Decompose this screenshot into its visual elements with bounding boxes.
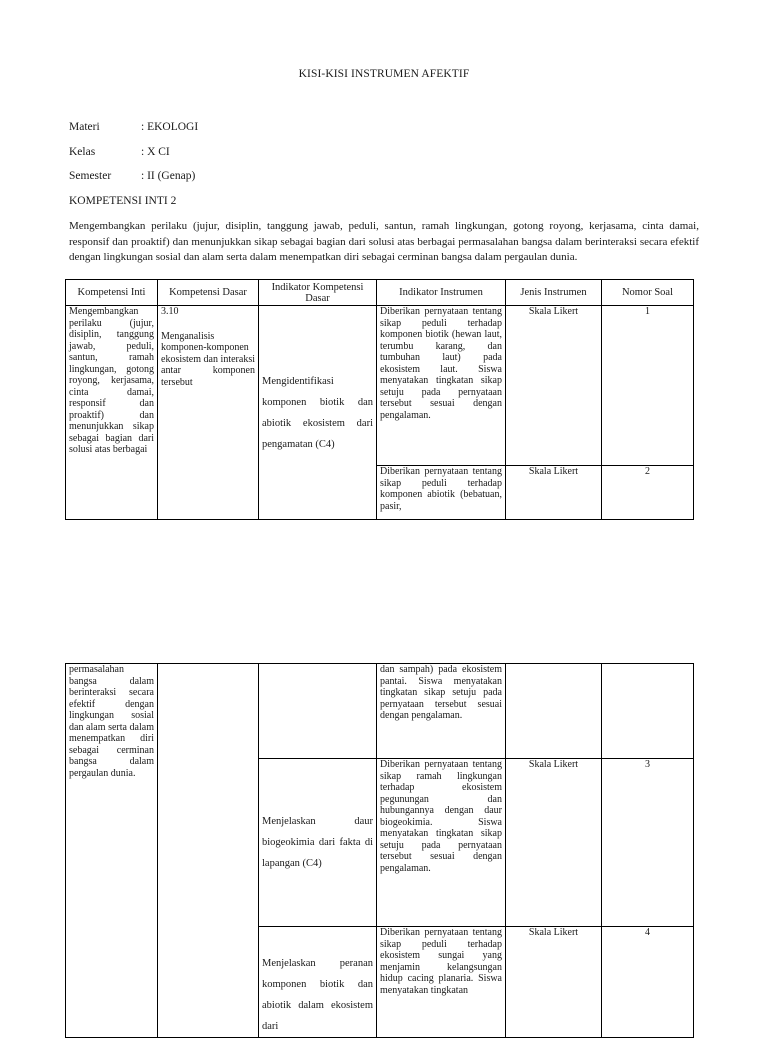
header-jenis-instrumen: Jenis Instrumen <box>506 280 602 306</box>
materi-label: Materi <box>69 121 100 133</box>
ikd-cell-2: Menjelaskan daur biogeokimia dari fakta di lapangan (C4) <box>259 759 377 927</box>
page-title: KISI-KISI INSTRUMEN AFEKTIF <box>298 68 470 80</box>
kelas-value: : X CI <box>141 146 170 158</box>
jenis-cell-2: Skala Likert <box>506 466 602 520</box>
table-header-row <box>66 280 694 306</box>
kelas-label: Kelas <box>69 146 96 158</box>
jenis-cell-1: Skala Likert <box>506 306 602 466</box>
ii-cell-2a: Diberikan pernyataan tentang sikap peduli terhadap komponen abiotik (bebatuan, pasir, <box>377 466 506 520</box>
ki-description: Mengembangkan perilaku (jujur, disiplin, tanggung jawab, peduli, santun, ramah lingkungan, gotong royong, kerjasama, cinta damai, responsif dan proaktif) dan menunjukkan sikap sebagai bagian dari solusi atas berbagai permasalahan bangsa dalam berinteraksi secara efektif dengan lingkungan sosial dan alam serta dalam menempatkan diri sebagai cerminan bangsa dalam pergaulan dunia. <box>69 220 699 263</box>
header-kompetensi-dasar: Kompetensi Dasar <box>158 280 259 306</box>
header-indikator-kd: Indikator Kompetensi Dasar <box>259 280 377 306</box>
ii-cell-3: Diberikan pernyataan tentang sikap ramah lingkungan terhadap ekosistem pegunungan dan hubungannya dengan daur biogeokimia. Siswa menyatakan tingkatan sikap setuju pada pernyataan tersebut sesuai dengan pengalaman. <box>377 759 506 927</box>
header-kompetensi-inti: Kompetensi Inti <box>66 280 158 306</box>
ki-cell: Mengembangkan perilaku (jujur, disiplin, tanggung jawab, peduli, santun, ramah lingkungan, gotong royong, kerjasama, cinta damai, responsif dan proaktif) dan menunjukkan sikap sebagai bagian dari solusi atas berbagai <box>66 306 158 520</box>
header-indikator-instrumen: Indikator Instrumen <box>377 280 506 306</box>
kd-number: 3.10 <box>161 306 179 317</box>
instrument-table-part1 <box>65 279 694 520</box>
kd-cell-cont <box>158 664 259 1038</box>
ki-cell-cont: permasalahan bangsa dalam berinteraksi secara efektif dengan lingkungan sosial dan alam serta dalam menempatkan diri sebagai cerminan bangsa dalam pergaulan dunia. <box>66 664 158 1038</box>
nomor-cell-2: 2 <box>602 466 694 520</box>
meta-semester <box>69 170 195 182</box>
table-row <box>66 306 694 466</box>
nomor-cell-3: 3 <box>602 759 694 927</box>
kd-cell <box>158 306 259 520</box>
jenis-cell-cont <box>506 664 602 759</box>
jenis-cell-4: Skala Likert <box>506 927 602 1038</box>
nomor-cell-cont <box>602 664 694 759</box>
header-nomor-soal: Nomor Soal <box>602 280 694 306</box>
semester-label: Semester <box>69 170 112 182</box>
nomor-cell-1: 1 <box>602 306 694 466</box>
table-row <box>66 664 694 759</box>
ii-cell-1: Diberikan pernyataan tentang sikap peduli terhadap komponen biotik (hewan laut, terumbu karang, dan tumbuhan laut) pada ekosistem laut. Siswa menyatakan tingkatan sikap setuju pada pernyataan tersebut sesuai dengan pengalaman. <box>377 306 506 466</box>
ii-cell-2b: dan sampah) pada ekosistem pantai. Siswa menyatakan tingkatan sikap setuju pada pernyataan tersebut sesuai dengan pengalaman. <box>377 664 506 759</box>
ii-cell-4: Diberikan pernyataan tentang sikap peduli terhadap ekosistem sungai yang menjamin kelangsungan hidup cacing planaria. Siswa menyatakan tingkatan <box>377 927 506 1038</box>
instrument-table-part2 <box>65 663 694 1038</box>
ikd-cell-cont <box>259 664 377 759</box>
meta-materi <box>69 121 198 133</box>
materi-value: : EKOLOGI <box>141 121 199 133</box>
jenis-cell-3: Skala Likert <box>506 759 602 927</box>
kd-text: Menganalisis komponen-komponen ekosistem dan interaksi antar komponen tersebut <box>161 330 255 388</box>
ikd-cell-1: Mengidentifikasi komponen biotik dan abiotik ekosistem dari pengamatan (C4) <box>259 306 377 520</box>
semester-value: : II (Genap) <box>141 170 196 182</box>
meta-kelas <box>69 146 170 158</box>
nomor-cell-4: 4 <box>602 927 694 1038</box>
ikd-cell-3: Menjelaskan peranan komponen biotik dan abiotik dalam ekosistem dari <box>259 927 377 1038</box>
ki-heading: KOMPETENSI INTI 2 <box>69 195 177 207</box>
